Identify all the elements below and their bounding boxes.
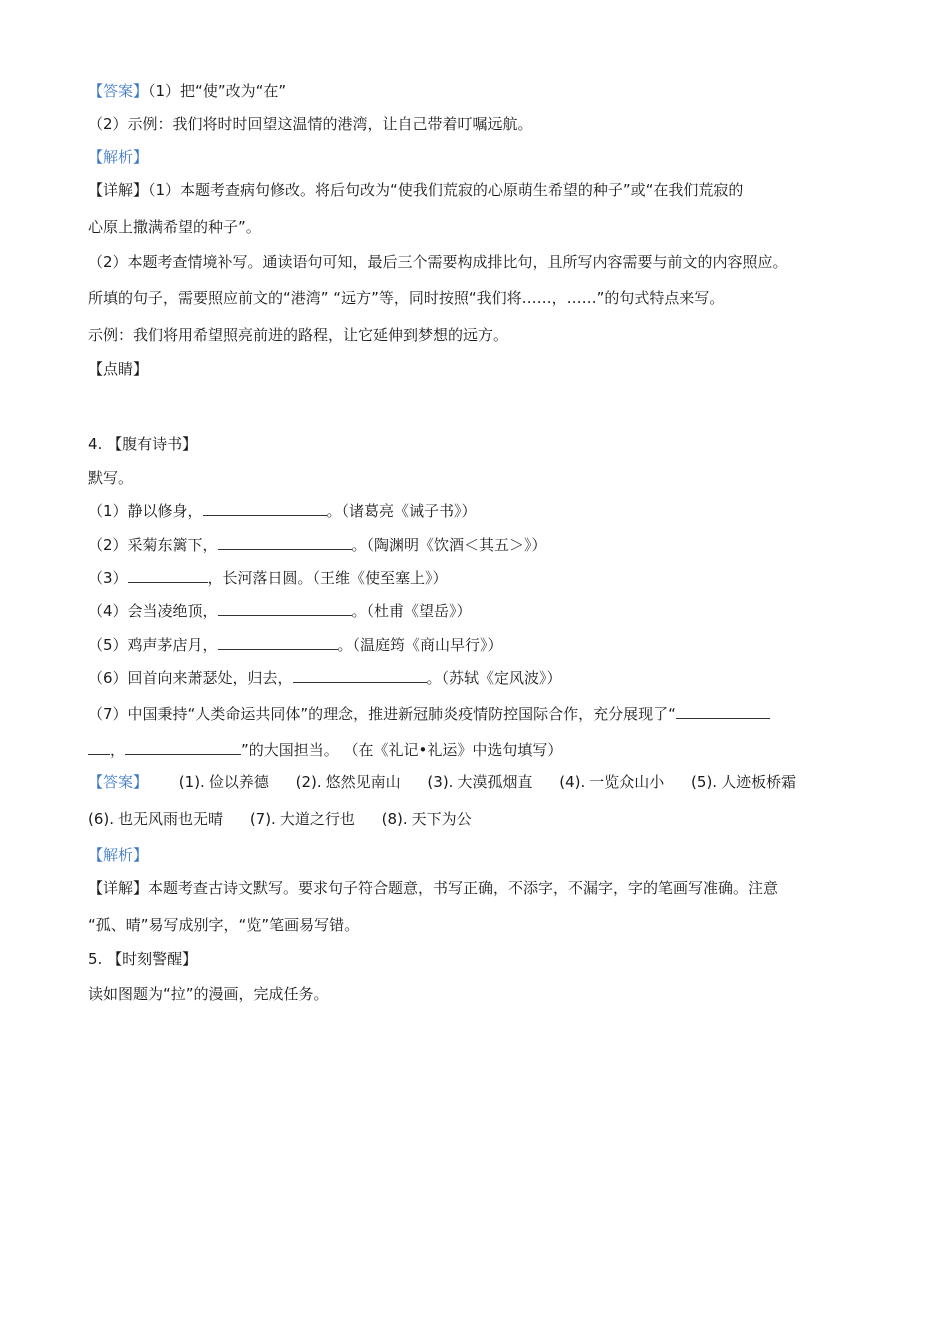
q4-detail-b: “孤、晴”易写成别字，“览”笔画易写错。	[88, 916, 360, 934]
fill-blank[interactable]	[676, 704, 770, 719]
q4-title: 4. 【腹有诗书】	[88, 435, 198, 453]
q4-analysis-tag	[88, 845, 148, 865]
q5-title: 5. 【时刻警醒】	[88, 950, 198, 968]
q3-detail-2c: 示例：我们将用希望照亮前进的路程，让它延伸到梦想的远方。	[88, 326, 509, 344]
q5-instruction: 读如图题为“拉”的漫画，完成任务。	[88, 985, 329, 1003]
fill-blank[interactable]	[125, 740, 241, 755]
fill-blank[interactable]	[203, 501, 327, 516]
q4-item-3: （3） ，长河落日圆。（王维《使至塞上》）	[88, 569, 448, 587]
q3-detail-1b: 心原上撒满希望的种子”。	[88, 218, 261, 236]
fill-blank[interactable]	[218, 535, 352, 550]
q3-answer-line-1	[88, 81, 286, 101]
analysis-tag: 【解析】	[88, 148, 149, 166]
q3-comment-tag: 【点睛】	[88, 360, 149, 378]
fill-blank[interactable]	[293, 668, 427, 683]
q3-detail-1a: 【详解】（1）本题考查病句修改。将后句改为“使我们荒寂的心原萌生希望的种子”或“在我们荒寂的	[88, 181, 744, 199]
answer-item: (4). 一览众山小	[559, 773, 665, 791]
fill-blank[interactable]	[218, 601, 352, 616]
fill-blank[interactable]	[88, 740, 110, 755]
answer-tag: 【答案】	[88, 82, 149, 100]
q3-answer-2: （2）示例：我们将时时回望这温情的港湾，让自己带着叮嘱远航。	[88, 115, 533, 133]
answer-item: (3). 大漠孤烟直	[427, 773, 533, 791]
fill-blank[interactable]	[128, 568, 208, 583]
q4-item-7a: （7）中国秉持“人类命运共同体”的理念，推进新冠肺炎疫情防控国际合作，充分展现了“	[88, 704, 770, 724]
answer-item: (6). 也无风雨也无晴	[88, 810, 224, 828]
q4-item-2: （2）采菊东篱下， 。（陶渊明《饮酒＜其五＞》）	[88, 536, 547, 554]
answer-tag: 【答案】	[88, 773, 149, 791]
q3-detail-2a: （2）本题考查情境补写。通读语句可知，最后三个需要构成排比句，且所写内容需要与前文的内容照应。	[88, 253, 788, 271]
analysis-tag: 【解析】	[88, 846, 149, 864]
q4-item-5: （5）鸡声茅店月， 。（温庭筠《商山早行》）	[88, 636, 503, 654]
fill-blank[interactable]	[218, 635, 338, 650]
q3-answer-1: （1）把“使”改为“在”	[148, 82, 287, 100]
q4-item-7b: ， ”的大国担当。 （在《礼记•礼运》中选句填写）	[88, 740, 562, 760]
answer-item: (2). 悠然见南山	[295, 773, 401, 791]
q4-detail-a: 【详解】本题考查古诗文默写。要求句子符合题意，书写正确，不添字，不漏字，字的笔画写准确。注意	[88, 879, 779, 897]
q4-item-4: （4）会当凌绝顶， 。（杜甫《望岳》）	[88, 602, 472, 620]
q4-answer-line-1	[88, 772, 796, 792]
q4-item-1: （1）静以修身， 。（诸葛亮《诫子书》）	[88, 502, 477, 520]
answer-item: (8). 天下为公	[381, 810, 472, 828]
q4-answer-line-2	[88, 809, 494, 829]
answer-item: (5). 人迹板桥霜	[691, 773, 797, 791]
q3-analysis-tag	[88, 147, 148, 167]
answer-item: (1). 俭以养德	[178, 773, 269, 791]
q4-instruction: 默写。	[88, 469, 134, 487]
q4-item-6: （6）回首向来萧瑟处，归去， 。（苏轼《定风波》）	[88, 669, 562, 687]
q3-detail-2b: 所填的句子，需要照应前文的“港湾” “远方”等，同时按照“我们将……，……”的句式特点来写。	[88, 289, 725, 307]
answer-item: (7). 大道之行也	[249, 810, 355, 828]
